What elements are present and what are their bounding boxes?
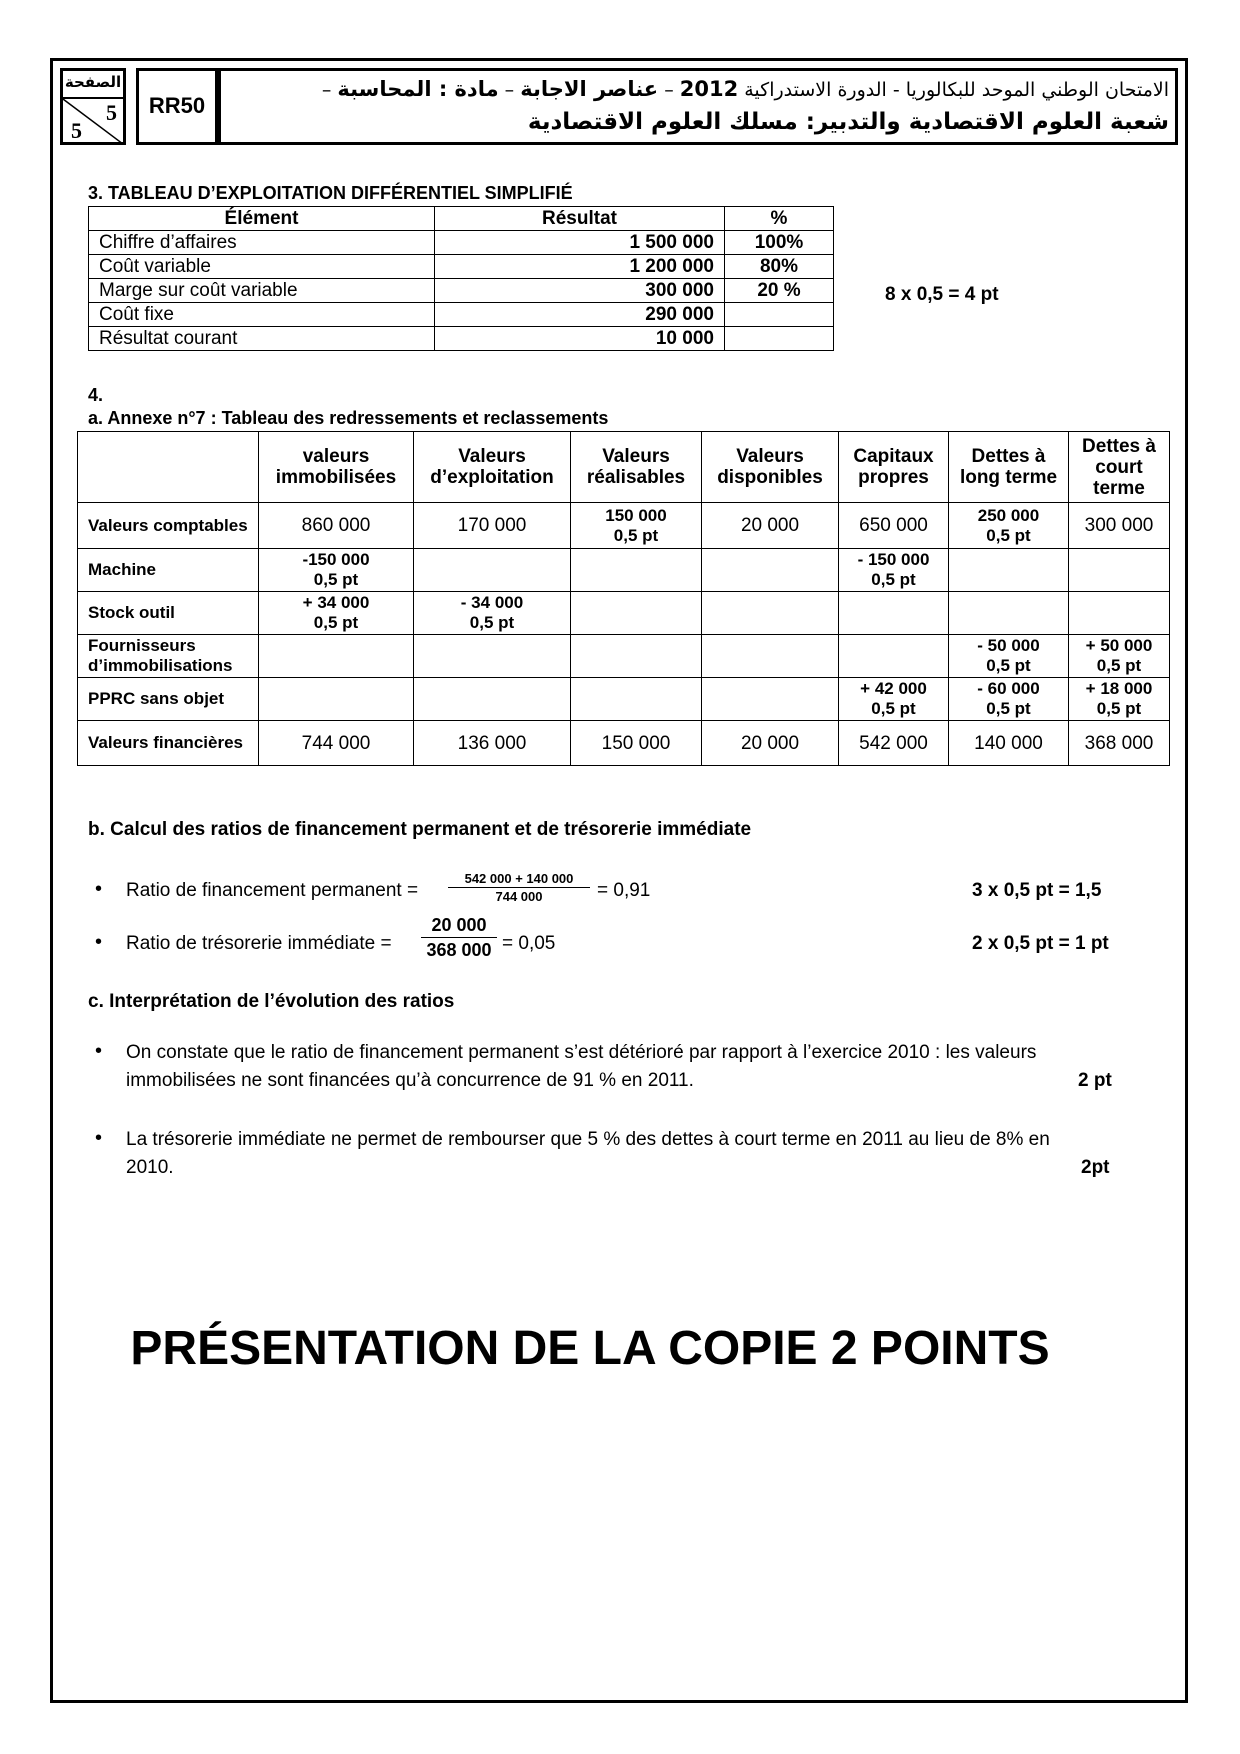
row-value: 10 000 <box>435 327 725 351</box>
col-header: Élément <box>89 207 435 231</box>
interp2-line2: 2010. <box>126 1157 174 1178</box>
row-label: Coût variable <box>89 255 435 279</box>
cell <box>259 635 414 678</box>
bullet-icon: • <box>95 931 103 953</box>
cell <box>949 592 1069 635</box>
page-number-cell <box>63 97 123 142</box>
cell: - 50 000 0,5 pt <box>949 635 1069 678</box>
cell <box>1069 592 1170 635</box>
cell: 300 000 <box>1069 503 1170 549</box>
col-header: Résultat <box>435 207 725 231</box>
cell <box>702 549 839 592</box>
row-label: Machine <box>78 549 259 592</box>
cell: 150 000 0,5 pt <box>571 503 702 549</box>
cell: + 34 000 0,5 pt <box>259 592 414 635</box>
table-row <box>89 279 834 303</box>
cell: 650 000 <box>839 503 949 549</box>
cell: 542 000 <box>839 721 949 766</box>
ratio2-score: 2 x 0,5 pt = 1 pt <box>972 933 1109 954</box>
col-header <box>78 432 259 503</box>
row-pct: 20 % <box>724 279 833 303</box>
ratio2-label: Ratio de trésorerie immédiate = <box>126 933 392 954</box>
annex-title: a. Annexe n°7 : Tableau des redressements et reclassements <box>88 408 609 428</box>
table-row <box>89 231 834 255</box>
col-header: valeurs immobilisées <box>259 432 414 503</box>
bullet-icon: • <box>95 1127 103 1149</box>
cell: - 34 000 0,5 pt <box>414 592 571 635</box>
adjustments-table <box>77 431 1170 766</box>
cell <box>571 635 702 678</box>
interp1-score: 2 pt <box>1078 1070 1112 1091</box>
ratio1-denominator: 744 000 <box>495 889 543 904</box>
row-value: 300 000 <box>435 279 725 303</box>
cell: + 42 000 0,5 pt <box>839 678 949 721</box>
cell: 860 000 <box>259 503 414 549</box>
interp1-line1: On constate que le ratio de financement permanent s’est détérioré par rapport à l’exercice 2010 : les valeurs <box>126 1042 1037 1063</box>
col-header: Valeurs d’exploitation <box>414 432 571 503</box>
exam-name: الامتحان الوطني الموحد للبكالوريا - الدورة الاستدراكية <box>744 79 1169 101</box>
cell <box>571 549 702 592</box>
row-value: 1 200 000 <box>435 255 725 279</box>
table-row <box>78 549 1170 592</box>
cell <box>839 635 949 678</box>
exam-code: RR50 <box>148 93 206 118</box>
subject-label: مادة : المحاسبة <box>337 77 499 101</box>
section3-title: 3. TABLEAU D’EXPLOITATION DIFFÉRENTIEL SIMPLIFIÉ <box>88 183 573 203</box>
table-row <box>89 303 834 327</box>
cell <box>949 549 1069 592</box>
ratio1-score: 3 x 0,5 pt = 1,5 <box>972 880 1102 901</box>
cell: 150 000 <box>571 721 702 766</box>
table-row <box>78 678 1170 721</box>
ratio2-denominator: 368 000 <box>426 940 492 960</box>
cell <box>571 592 702 635</box>
ratio1-fraction <box>448 870 590 906</box>
ratio2-numerator: 20 000 <box>421 914 497 938</box>
exam-title-box <box>218 68 1178 145</box>
row-value: 290 000 <box>435 303 725 327</box>
ratio1-result: = 0,91 <box>597 880 651 901</box>
cell: 250 000 0,5 pt <box>949 503 1069 549</box>
cell: -150 000 0,5 pt <box>259 549 414 592</box>
cell: 136 000 <box>414 721 571 766</box>
table-row <box>78 503 1170 549</box>
answers-label: عناصر الاجابة <box>520 77 659 101</box>
section3-score: 8 x 0,5 = 4 pt <box>885 284 999 305</box>
row-label: Valeurs financières <box>78 721 259 766</box>
bullet-icon: • <box>95 878 103 900</box>
row-label: Coût fixe <box>89 303 435 327</box>
interp2-score: 2pt <box>1081 1157 1110 1178</box>
row-pct: 100% <box>724 231 833 255</box>
bullet-icon: • <box>95 1040 103 1062</box>
row-value: 1 500 000 <box>435 231 725 255</box>
ratios-title: b. Calcul des ratios de financement permanent et de trésorerie immédiate <box>88 819 752 840</box>
ratio1-numerator: 542 000 + 140 000 <box>448 870 590 888</box>
row-pct <box>724 303 833 327</box>
cell: 744 000 <box>259 721 414 766</box>
row-label: Fournisseurs d’immobilisations <box>78 635 259 678</box>
page-total: 5 <box>71 118 82 143</box>
col-header: % <box>724 207 833 231</box>
col-header: Dettes à court terme <box>1069 432 1170 503</box>
col-header: Valeurs disponibles <box>702 432 839 503</box>
table-row <box>78 635 1170 678</box>
cell: + 18 000 0,5 pt <box>1069 678 1170 721</box>
col-header: Capitaux propres <box>839 432 949 503</box>
cell <box>702 592 839 635</box>
exam-year: 2012 <box>679 77 739 101</box>
row-label: Chiffre d’affaires <box>89 231 435 255</box>
page-number: 5 <box>106 100 117 125</box>
cell <box>702 635 839 678</box>
row-label: Résultat courant <box>89 327 435 351</box>
cell <box>1069 549 1170 592</box>
cell: 20 000 <box>702 721 839 766</box>
cell: 170 000 <box>414 503 571 549</box>
cell: - 150 000 0,5 pt <box>839 549 949 592</box>
cell: 368 000 <box>1069 721 1170 766</box>
cell: - 60 000 0,5 pt <box>949 678 1069 721</box>
table-header-row <box>89 207 834 231</box>
col-header: Valeurs réalisables <box>571 432 702 503</box>
cell: 20 000 <box>702 503 839 549</box>
col-header: Dettes à long terme <box>949 432 1069 503</box>
cell <box>702 678 839 721</box>
page-label: الصفحة <box>64 73 122 91</box>
exam-code-box <box>136 68 218 145</box>
interp1-line2: immobilisées ne sont financées qu’à concurrence de 91 % en 2011. <box>126 1070 694 1091</box>
cell <box>571 678 702 721</box>
ratio2-fraction <box>421 914 497 962</box>
presentation-note: PRÉSENTATION DE LA COPIE 2 POINTS <box>130 1322 1050 1375</box>
row-label: Valeurs comptables <box>78 503 259 549</box>
row-label: PPRC sans objet <box>78 678 259 721</box>
table-row <box>78 592 1170 635</box>
row-label: Stock outil <box>78 592 259 635</box>
cell: 140 000 <box>949 721 1069 766</box>
page-indicator <box>60 68 126 145</box>
interpretation-title: c. Interprétation de l’évolution des ratios <box>88 991 455 1012</box>
differential-table <box>88 206 834 351</box>
table-row <box>78 721 1170 766</box>
row-label: Marge sur coût variable <box>89 279 435 303</box>
cell <box>414 678 571 721</box>
exam-title-line1: الامتحان الوطني الموحد للبكالوريا - الدورة الاستدراكية 2012 – عناصر الاجابة – مادة : المحاسبة – <box>321 77 1169 101</box>
table-row <box>89 327 834 351</box>
exam-header <box>60 68 1178 145</box>
cell <box>414 549 571 592</box>
row-pct <box>724 327 833 351</box>
table-row <box>89 255 834 279</box>
row-pct: 80% <box>724 255 833 279</box>
section4-number: 4. <box>88 385 104 405</box>
cell: + 50 000 0,5 pt <box>1069 635 1170 678</box>
ratio2-result: = 0,05 <box>502 933 556 954</box>
cell <box>414 635 571 678</box>
interp2-line1: La trésorerie immédiate ne permet de rembourser que 5 % des dettes à court terme en 2011 au lieu de 8% en <box>126 1129 1050 1150</box>
cell <box>259 678 414 721</box>
table-header-row <box>78 432 1170 503</box>
ratio1-label: Ratio de financement permanent = <box>126 880 419 901</box>
exam-track: شعبة العلوم الاقتصادية والتدبير: مسلك العلوم الاقتصادية <box>527 109 1169 135</box>
cell <box>839 592 949 635</box>
